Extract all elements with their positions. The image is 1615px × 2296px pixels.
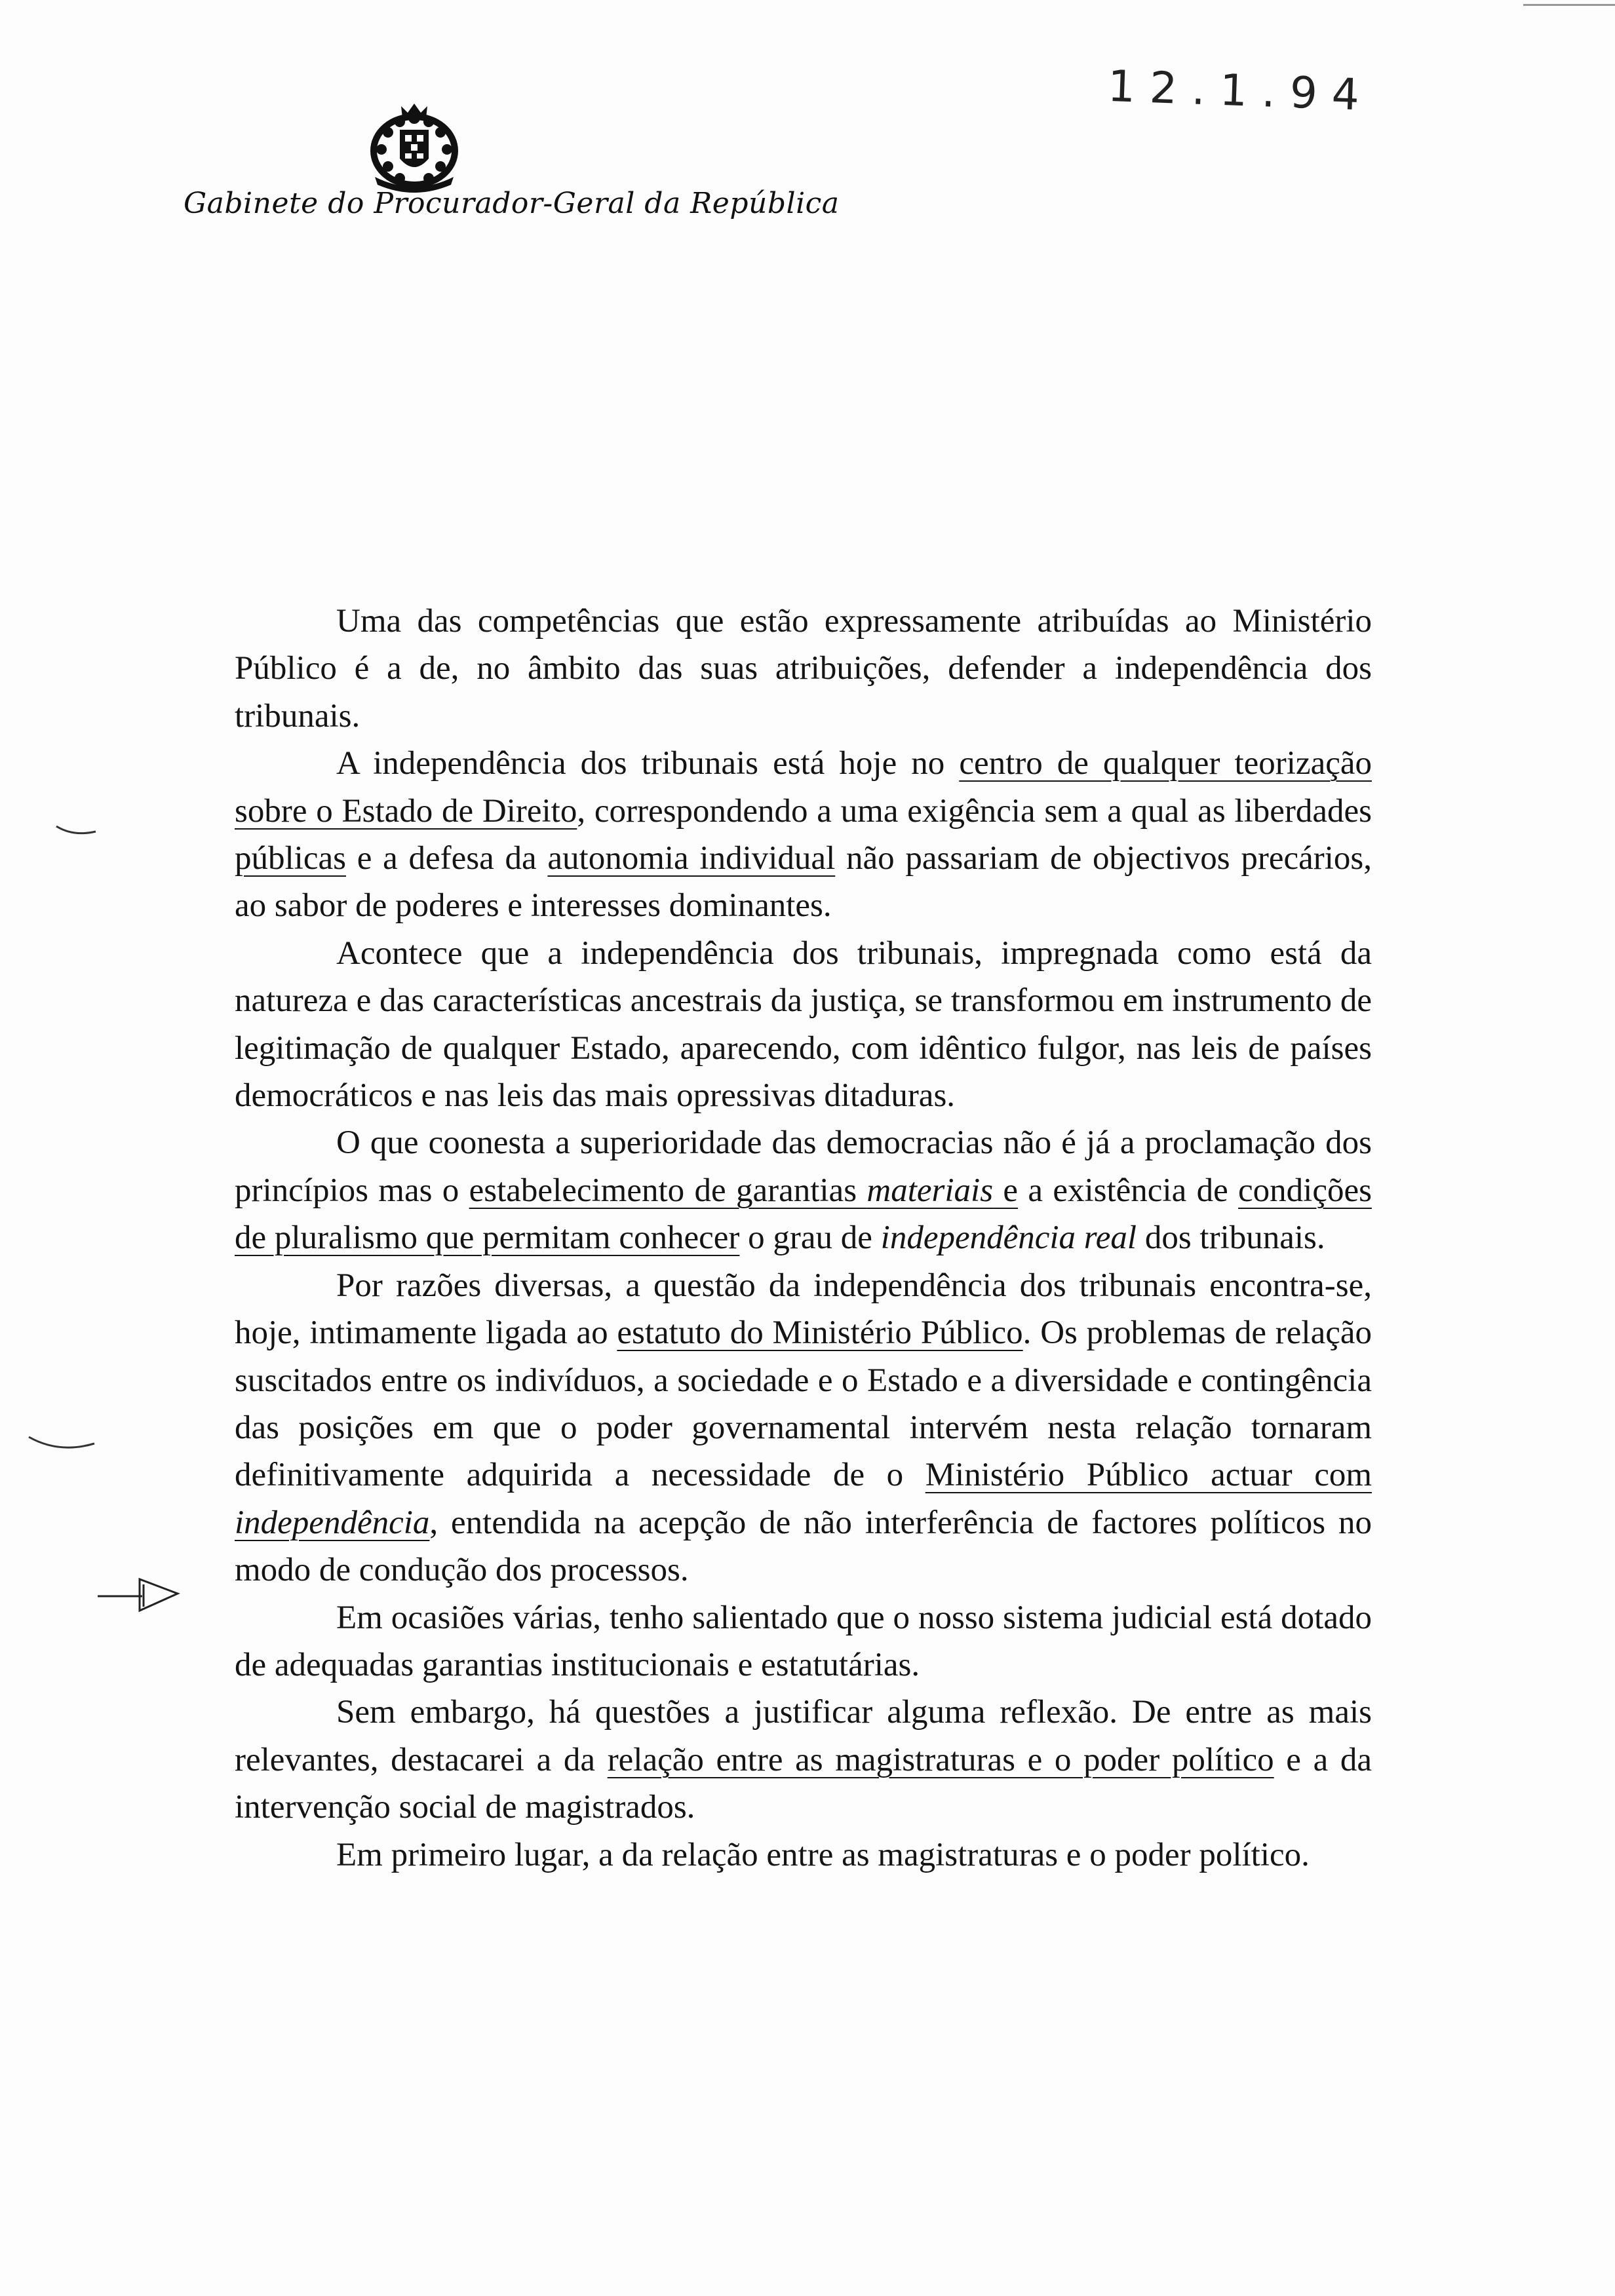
coat-of-arms-icon — [362, 98, 467, 197]
letter-body — [235, 598, 1372, 1879]
paragraph-6 — [235, 1594, 1372, 1689]
text-run: e — [993, 1172, 1019, 1209]
text-run: condições de pluralismo que permitam conhecer — [235, 1172, 1372, 1257]
text-run: a existência de — [1018, 1172, 1239, 1209]
text-run: Uma das competências que estão expressamente atribuídas ao Ministério Público é a de, no âmbito das suas atribuições, defender a independência dos tribunais. — [235, 603, 1372, 735]
text-run: Acontece que a independência dos tribunais, impregnada como está da natureza e das características ancestrais da justiça, se transformou em instrumento de legitimação de qualquer Estado, aparecendo, com idêntico fulgor, nas leis de países democráticos e nas leis das mais opressivas ditaduras. — [235, 934, 1372, 1115]
text-run: estabelecimento de garantias — [469, 1172, 867, 1209]
text-run: públicas — [235, 840, 346, 877]
text-run: dos tribunais. — [1137, 1219, 1325, 1257]
text-run: centro de qualquer teorização sobre o Estado de Direito — [235, 745, 1372, 830]
text-run: . Os problemas de relação suscitados entre os indivíduos, a sociedade e o Estado e a diversidade e contingência das posições em que o poder governamental intervém nesta relação tornaram definitivamente adquirida a necessidade de o — [235, 1314, 1372, 1494]
text-run: , entendida na acepção de não interferência de factores políticos no modo de condução dos processos. — [235, 1504, 1372, 1589]
text-run: materiais — [866, 1172, 994, 1209]
text-run: estatuto do Ministério Público — [617, 1314, 1023, 1352]
text-run: , correspondendo a uma exigência sem a qual as liberdades — [577, 792, 1372, 830]
office-letterhead: Gabinete do Procurador-Geral da República — [184, 187, 840, 220]
text-run: Em ocasiões várias, tenho salientado que o nosso sistema judicial está dotado de adequadas garantias institucionais e estatutárias. — [235, 1599, 1372, 1683]
paragraph-1 — [235, 598, 1372, 740]
text-run: A independência dos tribunais está hoje no — [336, 745, 960, 782]
paragraph-8 — [235, 1831, 1372, 1879]
text-run: independência — [235, 1504, 430, 1541]
text-run: Por razões diversas, a questão da independência dos tribunais encontra-se, hoje, intimamente ligada ao — [235, 1267, 1372, 1352]
text-run: O que coonesta a superioridade das democracias não é já a proclamação dos princípios mas o — [235, 1124, 1372, 1209]
paragraph-3 — [235, 930, 1372, 1120]
text-run: relação entre as magistraturas e o poder político — [607, 1741, 1274, 1778]
text-run: Ministério Público actuar com — [925, 1457, 1372, 1494]
text-run: e a da intervenção social de magistrados. — [235, 1741, 1372, 1826]
text-run: Em primeiro lugar, a da relação entre as magistraturas e o poder político. — [336, 1836, 1310, 1873]
margin-arrow-icon — [95, 1573, 187, 1618]
text-run: independência real — [880, 1219, 1137, 1257]
paragraph-2 — [235, 740, 1372, 930]
scan-edge-line — [1523, 4, 1615, 6]
paragraph-4 — [235, 1119, 1372, 1261]
handwritten-reference: 12.1.94 — [1106, 60, 1375, 121]
paragraph-7 — [235, 1689, 1372, 1831]
margin-tick-mark-2 — [26, 1432, 98, 1458]
text-run: não passariam de objectivos precários, ao sabor de poderes e interesses dominantes. — [235, 840, 1372, 925]
paragraph-5 — [235, 1262, 1372, 1594]
text-run: e a defesa da — [345, 840, 548, 877]
text-run: Sem embargo, há questões a justificar alguma reflexão. De entre as mais relevantes, destacarei a da — [235, 1694, 1372, 1778]
text-run: o grau de — [739, 1219, 881, 1257]
text-run: autonomia individual — [547, 840, 836, 877]
margin-tick-mark-1 — [54, 822, 100, 842]
